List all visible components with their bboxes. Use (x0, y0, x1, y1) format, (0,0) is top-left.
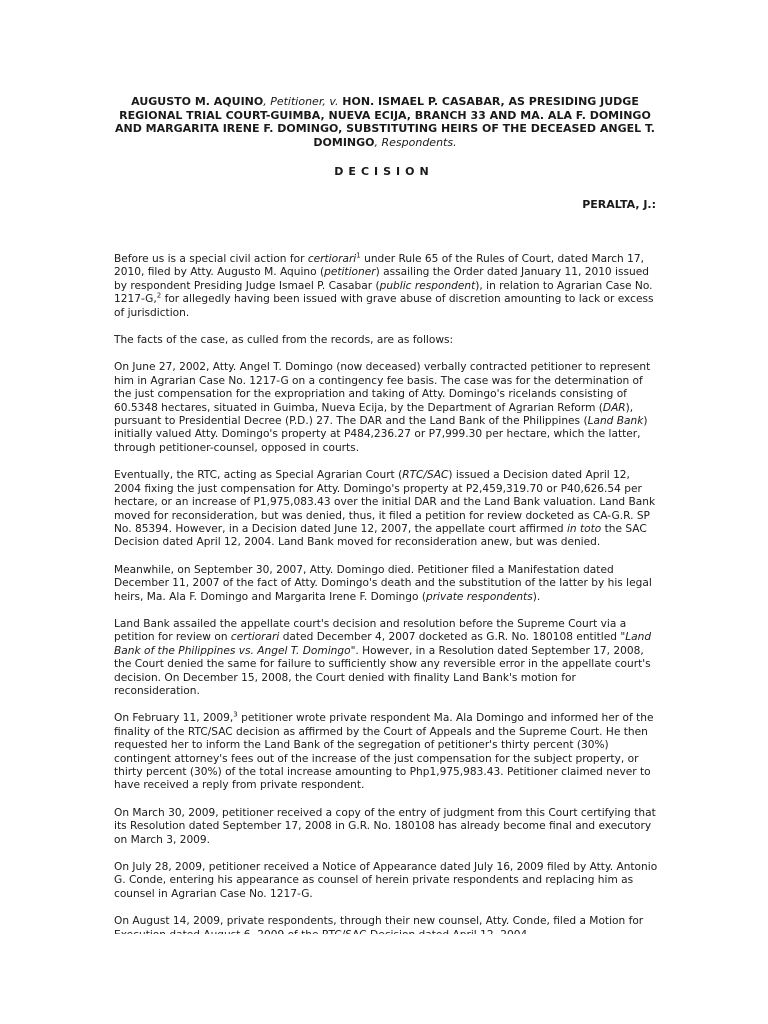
paragraph: On July 28, 2009, petitioner received a Notice of Appearance dated July 16, 2009 filed by Atty. Antonio G. Conde, entering his appearance as counsel of herein private respondents and replacing him as counsel in Agrarian Case No. 1217-G. (114, 861, 658, 900)
italic-run: public respondent (379, 279, 476, 292)
paragraph: On August 14, 2009, private respondents, through their new counsel, Atty. Conde, filed a Motion for (114, 915, 644, 928)
italic-run: DAR (602, 401, 626, 414)
text-run: ) initially valued Atty. Domingo's property at P484,236.27 or P7,999.30 per hectare, which the latter, through petitioner-counsel, opposed in courts. (114, 415, 648, 454)
paragraph (114, 469, 660, 549)
italic-run: Land Bank (587, 415, 644, 428)
text-run: ), pursuant to Presidential Decree (P.D.) 27. The DAR and the Land Bank of the Philippines ( (114, 401, 634, 428)
paragraph (114, 564, 660, 604)
text-run: ) assailing the Order dated January 11, 2010 issued by respondent Presiding Judge Ismael P. Casabar ( (114, 266, 649, 292)
respondents-names: HON. ISMAEL P. CASABAR, AS PRESIDING JUDGE REGIONAL TRIAL COURT-GUIMBA, NUEVA ECIJA, BRANCH 33 AND MA. ALA F. DOMINGO AND MARGARITA IRENE F. DOMINGO, SUBSTITUTING HEIRS OF THE DECEASED ANGEL T. DOMINGO (114, 95, 655, 149)
text-run: under Rule 65 of the Rules of Court, dated March 17, 2010, filed by Atty. Augusto M. Aquino ( (114, 253, 644, 279)
text-run: dated December 4, 2007 docketed as G.R. No. 180108 entitled " (279, 631, 626, 644)
text-run: ). (532, 590, 541, 603)
italic-run: certiorari (307, 253, 357, 265)
text-run: petitioner wrote private respondent Ma. Ala Domingo and informed her of the finality of the RTC/SAC decision as affirmed by the Court of Appeals and the Supreme Court. He then requested her to inform the Land Bank of the segregation of petitioner's thirty percent (30%) contingent attorney's fees out of the increase of the just compensation for the subject property, or thirty percent (30%) of the total increase amounting to Php1,975,983.43. Petitioner claimed never to have received a reply from private respondent. (114, 712, 654, 792)
petitioner-name: AUGUSTO M. AQUINO (131, 95, 264, 108)
italic-run: petitioner (324, 266, 376, 279)
page-bottom-margin (0, 934, 768, 1024)
text-run: the SAC Decision dated April 12, 2004. Land Bank moved for reconsideration anew, but was denied. (114, 522, 647, 549)
text-run: Eventually, the RTC, acting as Special Agrarian Court ( (114, 469, 403, 482)
italic-run: certiorari (230, 631, 280, 644)
italic-run: private respondents (425, 590, 533, 603)
petitioner-role: , Petitioner, v. (263, 95, 339, 108)
paragraph: The facts of the case, as culled from the records, are as follows: (114, 334, 454, 347)
decision-body (114, 253, 660, 956)
text-run: for allegedly having been issued with grave abuse of discretion amounting to lack or excess of jurisdiction. (114, 293, 654, 319)
italic-run: in toto (566, 522, 602, 535)
case-caption (112, 95, 658, 149)
paragraph (114, 712, 660, 792)
paragraph (114, 618, 660, 698)
text-run: On June 27, 2002, Atty. Angel T. Domingo (now deceased) verbally contracted petitioner to represent him in Agrarian Case No. 1217-G on a contingency fee basis. The case was for the determination of the just compensation for the expropriation and taking of Atty. Domingo's ricelands consisting of 60.5348 hectares, situated in Guimba, Nueva Ecija, by the Department of Agrarian Reform ( (114, 361, 651, 414)
italic-run: RTC/SAC (402, 469, 449, 482)
footnote-ref[interactable]: 2 (156, 291, 162, 300)
text-run: ) issued a Decision dated April 12, 2004 fixing the just compensation for Atty. Domingo's property at P2,459,319.70 or P40,626.54 per hectare, or an increase of P1,975,083.43 over the initial DAR and the Land Bank valuation. Land Bank moved for reconsideration, but was denied, thus, it filed a petition for review docketed as CA-G.R. SP No. 85394. However, in a Decision dated June 12, 2007, the appellate court affirmed (114, 469, 656, 535)
text-run: On February 11, 2009, (114, 712, 234, 725)
text-run: Before us is a special civil action for (114, 253, 308, 265)
paragraph: On March 30, 2009, petitioner received a copy of the entry of judgment from this Court certifying that its Resolution dated September 17, 2008 in G.R. No. 180108 has already become final and executory on March 3, 2009. (114, 806, 656, 846)
ponente: PERALTA, J.: (582, 198, 656, 211)
text-run: Land Bank assailed the appellate court's decision and resolution before the Supreme Court via a petition for review on (114, 617, 627, 644)
paragraph (114, 361, 660, 455)
footnote-ref[interactable]: 1 (356, 251, 361, 260)
text-run: Meanwhile, on September 30, 2007, Atty. Domingo died. Petitioner filed a Manifestation dated December 11, 2007 of the fact of Atty. Domingo's death and the substitution of the latter by his legal heirs, Ma. Ala F. Domingo and Margarita Irene F. Domingo ( (114, 563, 652, 603)
footnote-ref[interactable]: 3 (233, 710, 238, 719)
decision-heading: DECISION (334, 165, 434, 178)
text-run: ". However, in a Resolution dated September 17, 2008, the Court denied the same for failure to sufficiently show any reversible error in the appellate court's decision. On December 15, 2008, the Court denied with finality Land Bank's motion for reconsideration. (114, 644, 651, 697)
italic-run: Land Bank of the Philippines vs. Angel T. Domingo (114, 631, 652, 657)
respondents-role: , Respondents. (374, 135, 457, 149)
text-run: ), in relation to Agrarian Case No. 1217-G, (114, 279, 653, 306)
paragraph (114, 253, 660, 320)
